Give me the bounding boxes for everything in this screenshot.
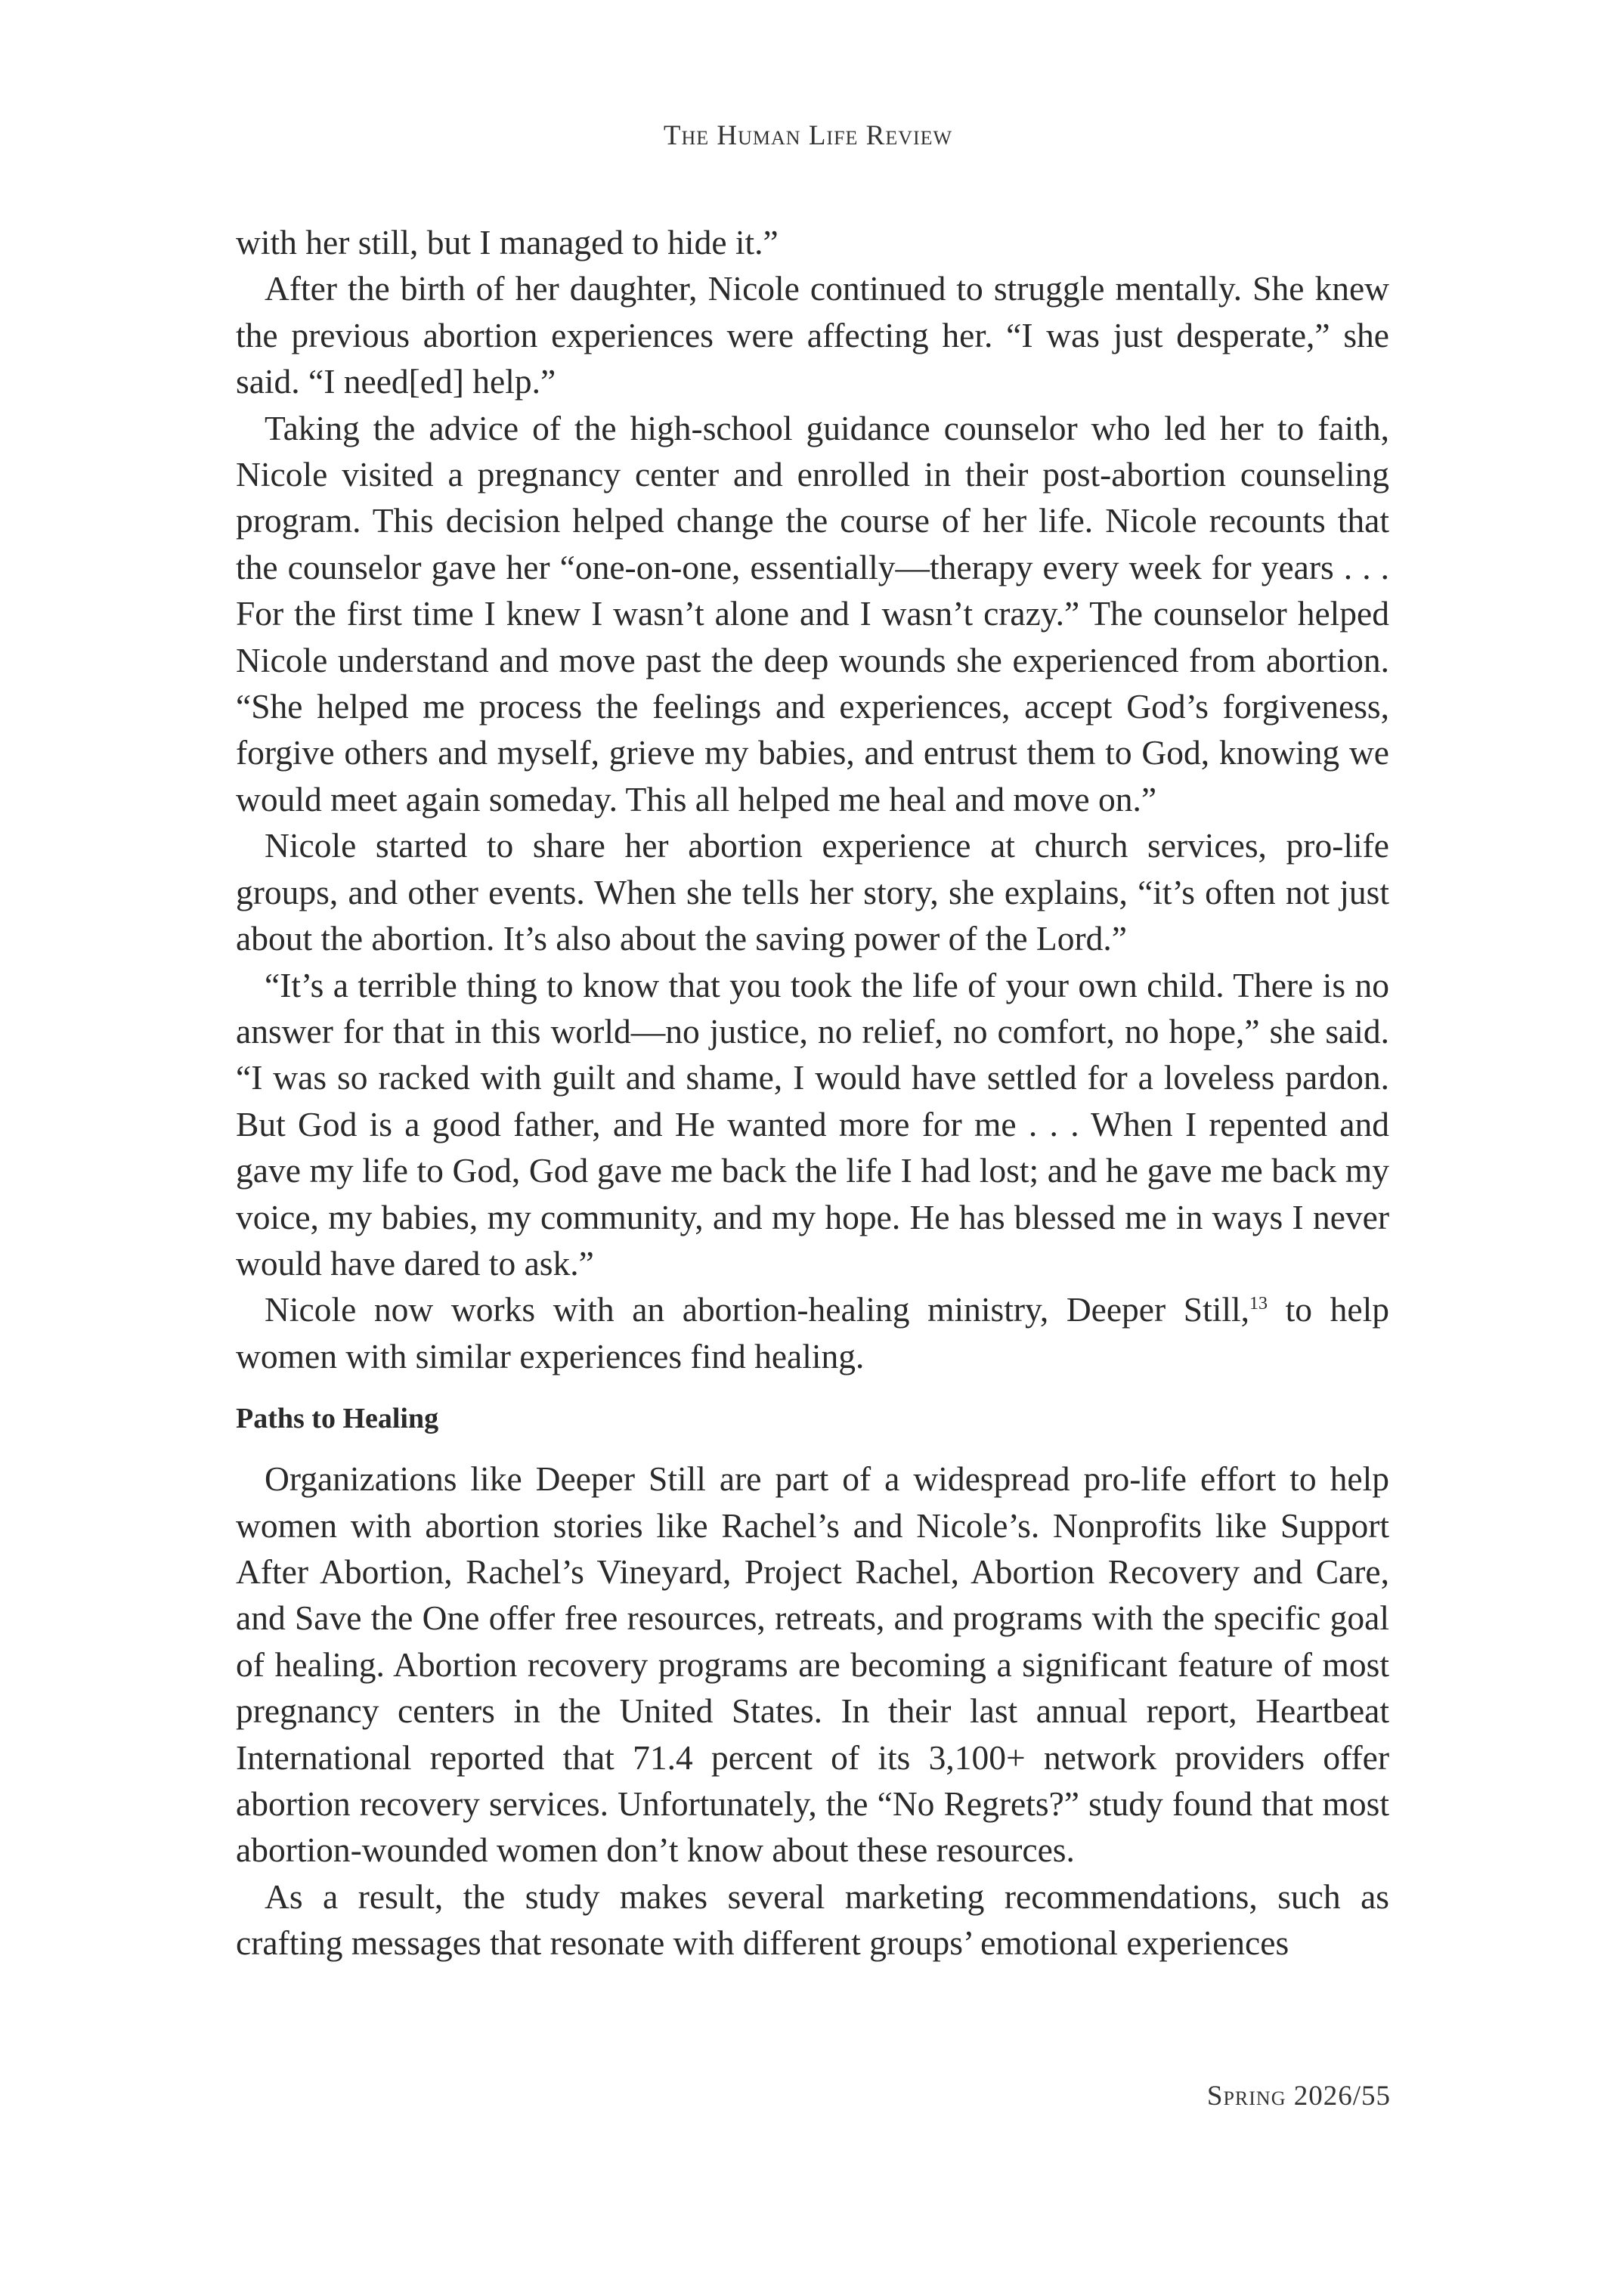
paragraph: Taking the advice of the high-school guidance counselor who led her to faith, Nicole visited a pregnancy center and enrolled in their post-abortion counseling program. This decision helped change the course of her life. Nicole recounts that the counselor gave her “one-on-one, essentially—therapy every week for years . . . For the first time I knew I wasn’t alone and I wasn’t crazy.” The counselor helped Nicole understand and move past the deep wounds she experienced from abortion. “She helped me process the feelings and experiences, accept God’s forgiveness, forgive others and myself, grieve my babies, and entrust them to God, knowing we would meet again someday. This all helped me heal and move on.”	[236, 408, 1389, 818]
article-body	[236, 219, 1389, 1966]
paragraph: As a result, the study makes several marketing recommendations, such as crafting messages that resonate with different groups’ emotional experiences	[236, 1877, 1389, 1963]
paragraph: “It’s a terrible thing to know that you took the life of your own child. There is no answer for that in this world—no justice, no relief, no comfort, no hope,” she said. “I was so racked with guilt and shame, I would have settled for a loveless pardon. But God is a good father, and He wanted more for me . . . When I repented and gave my life to God, God gave me back the life I had lost; and he gave me back my voice, my babies, my community, and my hope. He has blessed me in ways I never would have dared to ask.”	[236, 965, 1389, 1283]
paragraph	[236, 1286, 1389, 1379]
paragraph-text: Nicole now works with an abortion-healing ministry, Deeper Still,	[265, 1290, 1250, 1329]
paragraph: Organizations like Deeper Still are part of a widespread pro-life effort to help women with abortion stories like Rachel’s and Nicole’s. Nonprofits like Support After Abortion, Rachel’s Vineyard, Project Rachel, Abortion Recovery and Care, and Save the One offer free resources, retreats, and programs with the specific goal of healing. Abortion recovery programs are becoming a significant feature of most pregnancy centers in the United States. In their last annual report, Heartbeat International reported that 71.4 percent of its 3,100+ network providers offer abortion recovery services. Unfortunately, the “No Regrets?” study found that most abortion-wounded women don’t know about these resources.	[236, 1459, 1389, 1870]
paragraph: with her still, but I managed to hide it.”	[236, 223, 779, 261]
footnote-marker: 13	[1249, 1294, 1268, 1314]
paragraph: Nicole started to share her abortion experience at church services, pro-life groups, and other events. When she tells her story, she explains, “it’s often not just about the abortion. It’s also about the saving power of the Lord.”	[236, 826, 1389, 958]
paragraph-text: to help women with similar experiences find healing.	[236, 1290, 1389, 1375]
page-folio: Spring 2026/55	[1206, 2081, 1391, 2112]
running-head: The Human Life Review	[663, 120, 953, 151]
section-heading: Paths to Healing	[236, 1403, 439, 1435]
paragraph: After the birth of her daughter, Nicole continued to struggle mentally. She knew the previous abortion experiences were affecting her. “I was just desperate,” she said. “I need[ed] help.”	[236, 269, 1389, 401]
